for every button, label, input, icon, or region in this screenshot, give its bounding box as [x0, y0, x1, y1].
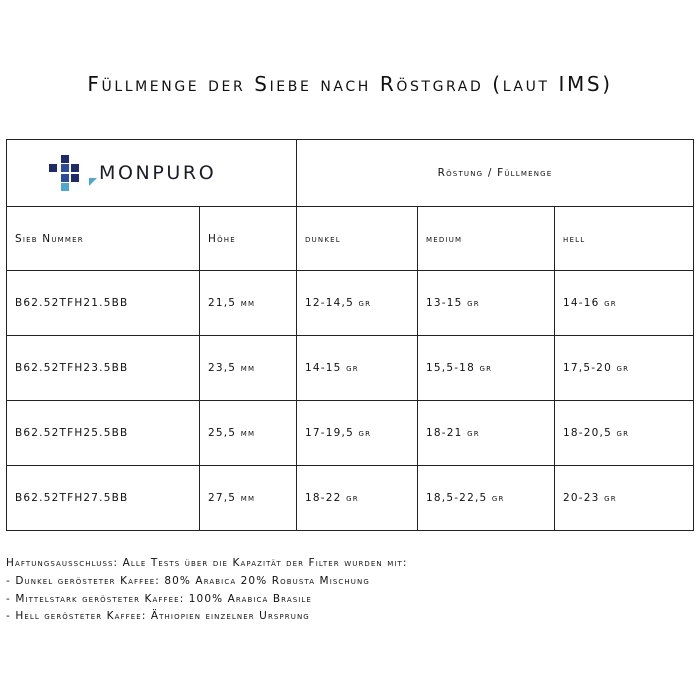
table-row — [7, 336, 694, 401]
column-header-height: Höhe — [200, 207, 297, 271]
disclaimer-item-light: - Hell gerösteter Kaffee: Äthiopien einzelner Ursprung — [6, 610, 310, 623]
table-row — [7, 271, 694, 336]
sieve-number: B62.52TFH23.5BB — [7, 336, 200, 401]
table-row — [7, 466, 694, 531]
column-header-light: hell — [555, 207, 694, 271]
table-row — [7, 401, 694, 466]
fill-light: 18-20,5 gr — [555, 401, 694, 466]
fill-light: 17,5-20 gr — [555, 336, 694, 401]
logo-cell — [7, 140, 297, 207]
fill-light: 20-23 gr — [555, 466, 694, 531]
sieve-height: 27,5 mm — [200, 466, 297, 531]
sieve-number: B62.52TFH27.5BB — [7, 466, 200, 531]
fill-dark: 17-19,5 gr — [297, 401, 418, 466]
disclaimer-item-medium: - Mittelstark gerösteter Kaffee: 100% Arabica Brasile — [6, 592, 312, 605]
fill-light: 14-16 gr — [555, 271, 694, 336]
sieve-height: 21,5 mm — [200, 271, 297, 336]
sieve-height: 25,5 mm — [200, 401, 297, 466]
sieve-number: B62.52TFH25.5BB — [7, 401, 200, 466]
fill-medium: 18,5-22,5 gr — [418, 466, 555, 531]
column-header-dark: dunkel — [297, 207, 418, 271]
fill-medium: 15,5-18 gr — [418, 336, 555, 401]
group-header: Röstung / Füllmenge — [297, 140, 694, 207]
fill-dark: 18-22 gr — [297, 466, 418, 531]
disclaimer-item-dark: - Dunkel gerösteter Kaffee: 80% Arabica 20% Robusta Mischung — [6, 574, 370, 587]
page-title: Füllmenge der Siebe nach Röstgrad (laut IMS) — [87, 72, 613, 96]
disclaimer-heading: Haftungsausschluss: Alle Tests über die Kapazität der Filter wurden mit: — [6, 557, 408, 569]
brand-name: MONPURO — [99, 162, 217, 184]
column-header-medium: medium — [418, 207, 555, 271]
column-header-row — [7, 207, 694, 271]
fill-medium: 18-21 gr — [418, 401, 555, 466]
fill-dark: 12-14,5 gr — [297, 271, 418, 336]
logo-row — [7, 140, 694, 207]
disclaimer — [6, 555, 408, 626]
fill-quantity-table — [6, 139, 694, 531]
sieve-height: 23,5 mm — [200, 336, 297, 401]
fill-medium: 13-15 gr — [418, 271, 555, 336]
fill-dark: 14-15 gr — [297, 336, 418, 401]
brand-logo — [49, 155, 296, 191]
sieve-number: B62.52TFH21.5BB — [7, 271, 200, 336]
column-header-sieve: Sieb Nummer — [7, 207, 200, 271]
monpuro-logo-icon — [49, 155, 97, 191]
